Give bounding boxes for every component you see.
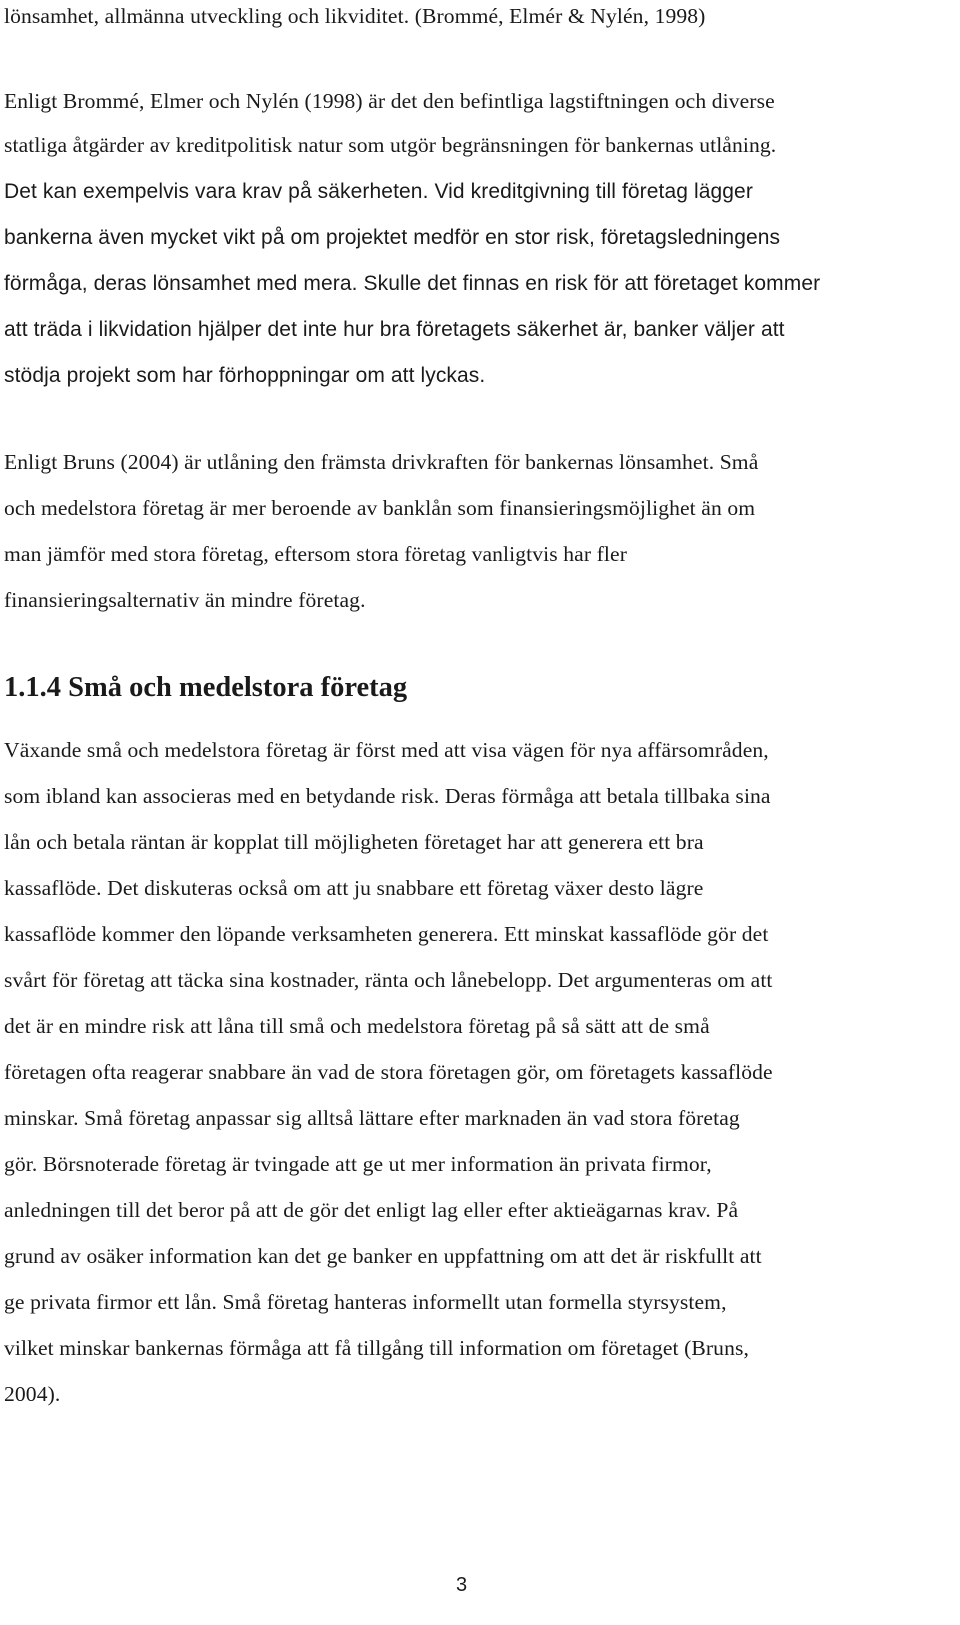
paragraph-1-continued [4, 169, 934, 399]
text-line: stödja projekt som har förhoppningar om att lyckas. [4, 364, 486, 387]
section-heading: 1.1.4 Små och medelstora företag [4, 672, 408, 703]
text-line: Enligt Brommé, Elmer och Nylén (1998) är det den befintliga lagstiftningen och diverse [4, 89, 775, 113]
text-line: företagen ofta reagerar snabbare än vad de stora företagen gör, om företagets kassaflöde [4, 1060, 773, 1084]
text-line: vilket minskar bankernas förmåga att få tillgång till information om företaget (Bruns, [4, 1336, 749, 1360]
text-line: Det kan exempelvis vara krav på säkerheten. Vid kreditgivning till företag lägger [4, 180, 753, 203]
text-line: svårt för företag att täcka sina kostnader, ränta och lånebelopp. Det argumenteras om att [4, 968, 773, 992]
text-line: grund av osäker information kan det ge banker en uppfattning om att det är riskfullt att [4, 1244, 762, 1268]
text-line: Växande små och medelstora företag är först med att visa vägen för nya affärsområden, [4, 738, 769, 762]
top-fragment [4, 0, 934, 39]
text-line: som ibland kan associeras med en betydande risk. Deras förmåga att betala tillbaka sina [4, 784, 771, 808]
text-line: förmåga, deras lönsamhet med mera. Skulle det finnas en risk för att företaget kommer [4, 272, 821, 295]
text-line: lönsamhet, allmänna utveckling och likviditet. (Brommé, Elmér & Nylén, 1998) [4, 4, 706, 28]
text-line: 2004). [4, 1382, 61, 1406]
page-number: 3 [456, 1574, 468, 1596]
text-line: man jämför med stora företag, eftersom stora företag vanligtvis har fler [4, 542, 627, 566]
text-line: statliga åtgärder av kreditpolitisk natur som utgör begränsningen för bankernas utlåning. [4, 133, 777, 157]
text-line: Enligt Bruns (2004) är utlåning den främsta drivkraften för bankernas lönsamhet. Små [4, 450, 759, 474]
text-line: det är en mindre risk att låna till små och medelstora företag på så sätt att de små [4, 1014, 710, 1038]
text-line: bankerna även mycket vikt på om projektet medför en stor risk, företagsledningens [4, 226, 781, 249]
text-line: finansieringsalternativ än mindre företag. [4, 588, 366, 612]
paragraph-1 [4, 79, 934, 167]
paragraph-2 [4, 439, 934, 623]
text-line: lån och betala räntan är kopplat till möjligheten företaget har att generera ett bra [4, 830, 704, 854]
text-line: kassaflöde kommer den löpande verksamheten generera. Ett minskat kassaflöde gör det [4, 922, 769, 946]
text-line: ge privata firmor ett lån. Små företag hanteras informellt utan formella styrsystem, [4, 1290, 727, 1314]
paragraph-3 [4, 727, 934, 1417]
text-line: anledningen till det beror på att de gör det enligt lag eller efter aktieägarnas krav. På [4, 1198, 739, 1222]
text-line: att träda i likvidation hjälper det inte hur bra företagets säkerhet är, banker väljer att [4, 318, 785, 341]
text-line: och medelstora företag är mer beroende av banklån som finansieringsmöjlighet än om [4, 496, 756, 520]
text-line: minskar. Små företag anpassar sig alltså lättare efter marknaden än vad stora företag [4, 1106, 740, 1130]
text-line: kassaflöde. Det diskuteras också om att ju snabbare ett företag växer desto lägre [4, 876, 704, 900]
text-line: gör. Börsnoterade företag är tvingade att ge ut mer information än privata firmor, [4, 1152, 712, 1176]
